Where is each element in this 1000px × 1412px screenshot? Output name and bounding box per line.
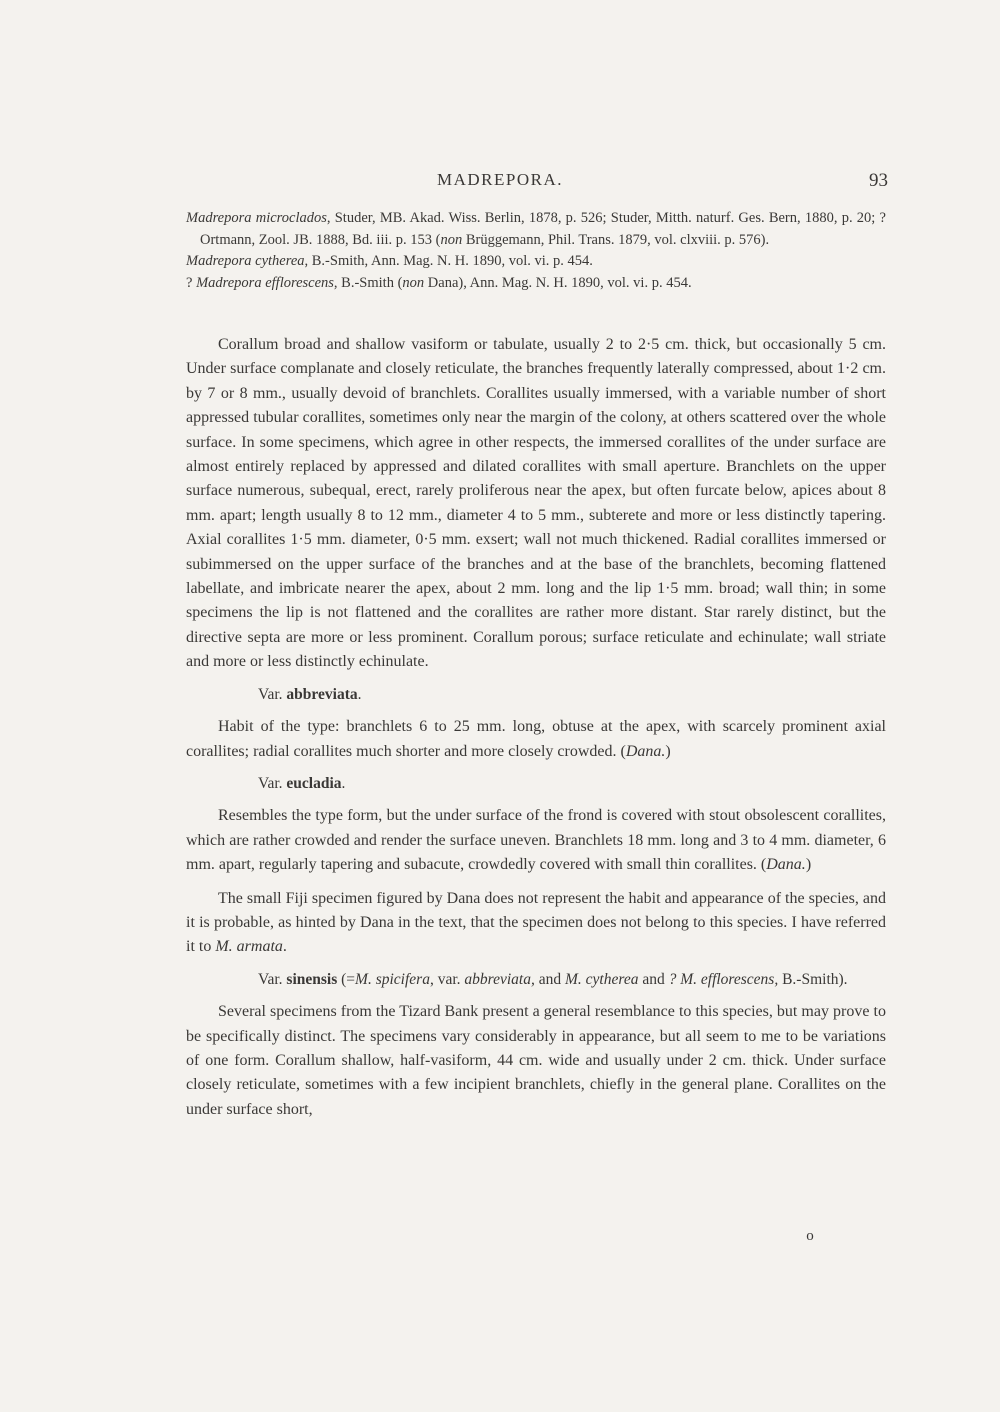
taxon-name: Madrepora cytherea	[186, 253, 305, 269]
taxon-name: Madrepora efflorescens	[196, 274, 334, 291]
description-paragraph: Corallum broad and shallow vasiform or tabulate, usually 2 to 2·5 cm. thick, but occasionally 5 cm. Under surface complanate and closely reticulate, the branches frequently laterally compressed, about 1·2 cm. by 7 or 8 mm., usually devoid of branchlets. Corallites usually immersed, with a variable number of short appressed tubular corallites, sometimes only near the margin of the colony, at others scattered over the whole surface. In some specimens, which agree in other respects, the immersed corallites of the under surface are almost entirely replaced by appressed and dilated corallites with small aperture. Branchlets on the upper surface numerous, subequal, erect, rarely proliferous near the apex, but often furcate below, apices about 8 mm. apart; length usually 8 to 12 mm., diameter 4 to 5 mm., subterete and more or less distinctly tapering. Axial corallites 1·5 mm. diameter, 0·5 mm. exsert; wall not much thickened. Radial corallites immersed or subimmersed on the upper surface of the branches and at the base of the branchlets, becoming flattened labellate, and imbricate nearer the apex, about 2 mm. long and the lip 1·5 mm. broad; wall thin; in some specimens the lip is not flattened and the corallites are rather more distant. Star rarely distinct, but the directive septa are more or less prominent. Corallum porous; surface reticulate and echinulate; wall striate and more or less distinctly echinulate.	[186, 336, 886, 671]
citation: Brüggemann, Phil. Trans. 1879, vol. clxviii. p. 576).	[462, 231, 770, 248]
authority-citation: Dana.	[766, 856, 806, 874]
synonymy-list	[186, 208, 886, 294]
query-mark: ?	[186, 274, 197, 291]
sinensis-paragraph: Several specimens from the Tizard Bank present a general resemblance to this species, but may prove to be specifically distinct. The specimens vary considerably in appearance, but all seem to me to be variations of one form. Corallum shallow, half-vasiform, 44 cm. wide and usually under 2 cm. thick. Under surface closely reticulate, sometimes with a few incipient branchlets, chiefly in the general plane. Corallites on the under surface short,	[186, 1003, 886, 1118]
citation-italic: non	[440, 231, 463, 248]
variety-heading-eucladia: Var. eucladia.	[258, 774, 346, 792]
variety-heading-sinensis: Var. sinensis (=M. spicifera, var. abbreviata, and M. cytherea and ? M. efflorescens, B.-Smith).	[258, 970, 848, 988]
page-number: 93	[869, 170, 888, 191]
synonym-entry	[186, 273, 886, 295]
variety-heading-abbreviata: Var. abbreviata.	[258, 685, 362, 703]
citation: , B.-Smith, Ann. Mag. N. H. 1890, vol. vi. p. 454.	[304, 253, 593, 269]
main-text	[186, 333, 886, 1122]
citation-italic: non	[402, 274, 425, 291]
eucladia-paragraph: Resembles the type form, but the under surface of the frond is covered with stout obsolescent corallites, which are rather crowded and render the surface uneven. Branchlets 18 mm. long and 3 to 4 mm. diameter, 6 mm. apart, regularly tapering and subacute, crowdedly covered with small thin corallites. (Dana.)	[186, 807, 886, 874]
variety-name: sinensis	[286, 970, 338, 988]
fiji-note-paragraph: The small Fiji specimen figured by Dana does not represent the habit and appearance of the species, and it is probable, as hinted by Dana in the text, that the specimen does not belong to this species. I have referred it to M. armata.	[186, 889, 886, 956]
synonym-entry	[186, 208, 886, 251]
taxon-name: M. armata	[215, 938, 283, 956]
authority-citation: Dana.	[625, 742, 666, 760]
citation: , B.-Smith (	[333, 274, 403, 291]
running-title: MADREPORA.	[437, 170, 563, 189]
abbreviata-paragraph: Habit of the type: branchlets 6 to 25 mm. long, obtuse at the apex, with scarcely prominent axial corallites; radial corallites much shorter and more closely crowded. (Dana.)	[186, 718, 886, 760]
variety-name: abbreviata	[286, 685, 358, 703]
citation: Dana), Ann. Mag. N. H. 1890, vol. vi. p. 454.	[424, 274, 692, 291]
citation: , Studer, MB. Akad. Wiss. Berlin, 1878, p. 526; Studer, Mitth. naturf. Ges. Bern, 1880, p. 20; ? Ortmann, Zool. JB. 1888, Bd. iii. p. 153 (	[200, 210, 886, 248]
signature-mark: o	[806, 1228, 814, 1244]
synonym-entry	[186, 251, 886, 273]
taxon-name: Madrepora microclados	[186, 210, 327, 226]
variety-name: eucladia	[286, 774, 342, 792]
